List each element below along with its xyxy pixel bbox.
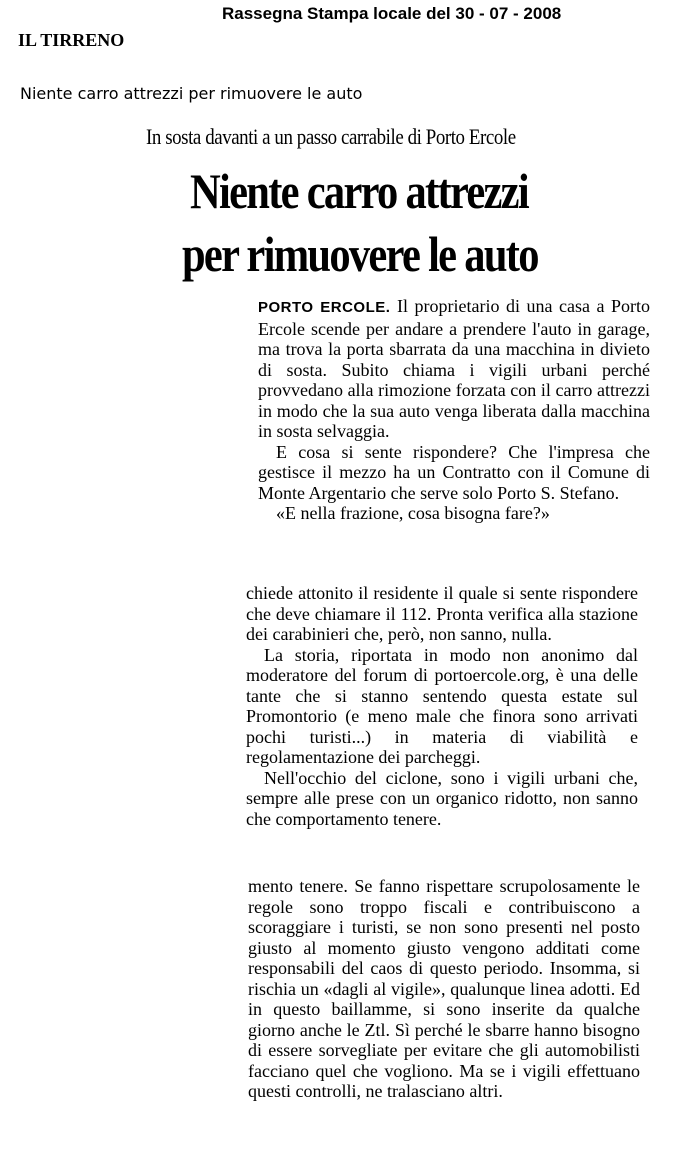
summary-title: Niente carro attrezzi per rimuovere le auto	[20, 84, 363, 103]
article-kicker: In sosta davanti a un passo carrabile di Porto Ercole	[146, 124, 516, 149]
headline-line-1: Niente carro attrezzi	[190, 163, 528, 219]
paragraph-text: Il proprietario di una casa a Porto Ercole scende per andare a prendere l'auto in garage, ma trova la porta sbarrata da una macchina in divieto di sosta. Subito chiama i vigili urbani perché provvedano alla rimozione forzata con il carro attrezzi in modo che la sua auto venga liberata dalla macchina in sosta selvaggia.	[258, 296, 651, 441]
article-column-3	[248, 876, 640, 1102]
headline-line-2: per rimuovere le auto	[182, 226, 538, 282]
newspaper-name: IL TIRRENO	[18, 30, 125, 50]
article-paragraph	[258, 296, 650, 442]
dateline: PORTO ERCOLE.	[258, 299, 391, 316]
article-paragraph: mento tenere. Se fanno rispettare scrupolosamente le regole sono troppo fiscali e contribuiscono a scoraggiare i turisti, se non sono presenti nel posto giusto al momento giusto vengono additati come responsabili del caos di questo periodo. Insomma, si rischia un «dagli al vigile», qualunque linea adotti. Ed in questo baillamme, si sono inserite da qualche giorno anche le Ztl. Sì perché le sbarre hanno bisogno di essere sorvegliate per evitare che gli automobilisti facciano quel che vogliono. Ma se i vigili effettuano questi controlli, ne tralasciano altri.	[248, 876, 640, 1101]
clipping-date-line: Rassegna Stampa locale del 30 - 07 - 2008	[222, 4, 562, 23]
article-column-2	[246, 583, 638, 829]
article-paragraph: La storia, riportata in modo non anonimo dal moderatore del forum di portoercole.org, è una delle tante che si stanno sentendo questa estate sul Promontorio (e meno male che finora sono arrivati pochi turisti...) in materia di viabilità e regolamentazione dei parcheggi.	[246, 644, 638, 767]
article-paragraph: E cosa si sente rispondere? Che l'impresa che gestisce il mezzo ha un Contratto con il Comune di Monte Argentario che serve solo Porto S. Stefano.	[258, 441, 650, 503]
article-column-1	[258, 296, 650, 524]
article-paragraph: chiede attonito il residente il quale si sente rispondere che deve chiamare il 112. Pronta verifica alla stazione dei carabinieri che, però, non sanno, nulla.	[246, 583, 638, 644]
article-paragraph: Nell'occhio del ciclone, sono i vigili urbani che, sempre alle prese con un organico ridotto, non sanno che comportamento tenere.	[246, 767, 638, 829]
article-paragraph: «E nella frazione, cosa bisogna fare?»	[276, 503, 550, 523]
